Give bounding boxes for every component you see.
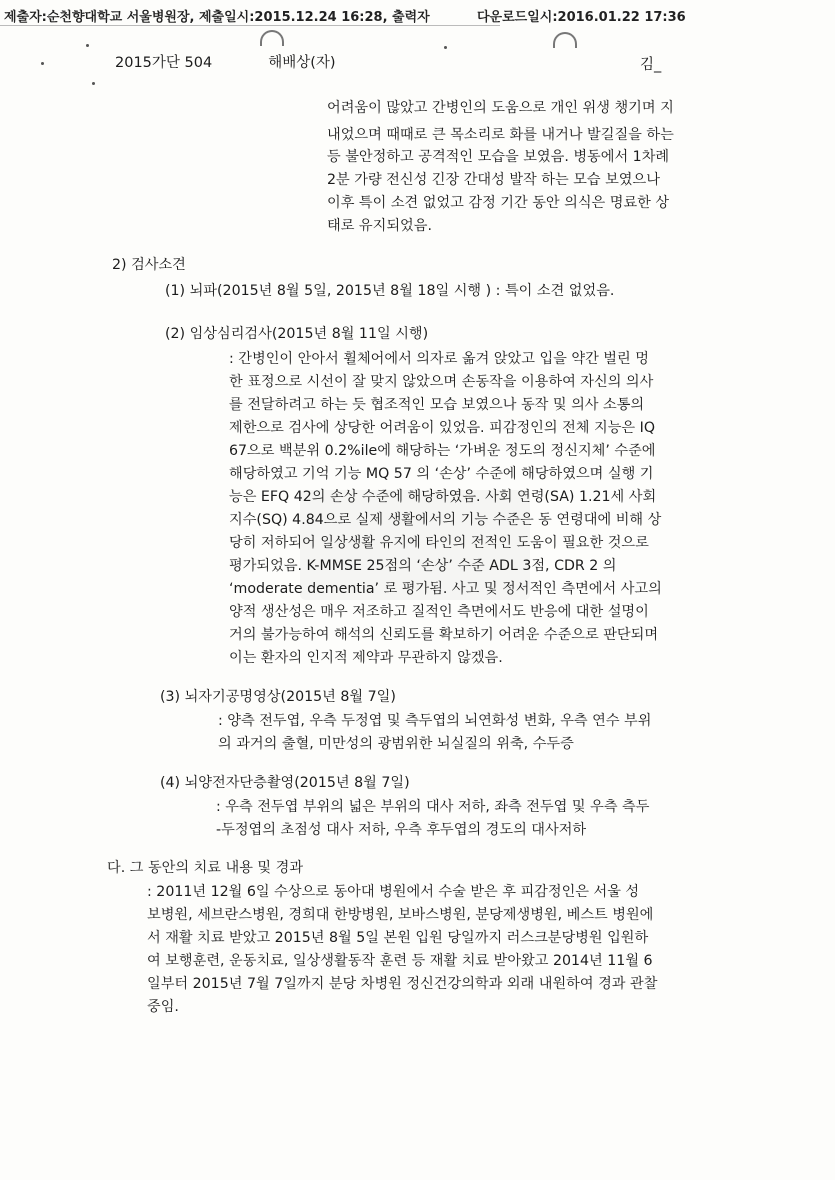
- text-line: 2분 가량 전신성 긴장 간대성 발작 하는 모습 보였으나: [327, 172, 660, 188]
- case-number: 2015가단 504: [115, 55, 213, 71]
- subsection-heading: (1) 뇌파(2015년 8월 5일, 2015년 8월 18일 시행 ) : 특이 소견 없었음.: [165, 283, 615, 299]
- case-title: [115, 51, 336, 72]
- text-line: 제한으로 검사에 상당한 어려움이 있었음. 피감정인의 전체 지능은 IQ: [229, 420, 655, 436]
- text-line: 내었으며 때때로 큰 목소리로 화를 내거나 발길질을 하는: [327, 127, 674, 143]
- text-line: 한 표정으로 시선이 잘 맞지 않았으며 손동작을 이용하여 자신의 의사: [229, 374, 654, 390]
- scan-dot: [86, 44, 89, 47]
- text-line: -두정엽의 초점성 대사 저하, 우측 후두엽의 경도의 대사저하: [216, 822, 587, 838]
- text-line: 이는 환자의 인지적 제약과 무관하지 않겠음.: [229, 650, 503, 666]
- text-line: 일부터 2015년 7월 7일까지 분당 차병원 정신건강의학과 외래 내원하여 경과 관찰: [147, 976, 658, 992]
- section-heading: 2) 검사소견: [112, 257, 186, 273]
- text-line: 여 보행훈련, 운동치료, 일상생활동작 훈련 등 재활 치료 받아왔고 2014년 11월 6: [147, 953, 653, 969]
- text-line: : 간병인이 안아서 휠체어에서 의자로 옮겨 앉았고 입을 약간 벌린 멍: [229, 351, 649, 367]
- scan-dot: [41, 62, 44, 65]
- header-rule: [0, 25, 500, 26]
- text-line: 양적 생산성은 매우 저조하고 질적인 측면에서도 반응에 대한 설명이: [229, 604, 649, 620]
- text-line: 어려움이 많았고 간병인의 도움으로 개인 위생 챙기며 지: [327, 100, 674, 116]
- text-line: 태로 유지되었음.: [327, 218, 432, 234]
- text-line: 능은 EFQ 42의 손상 수준에 해당하였음. 사회 연령(SA) 1.21세 사회: [229, 489, 657, 505]
- text-line: : 2011년 12월 6일 수상으로 동아대 병원에서 수술 받은 후 피감정인은 서울 성: [147, 884, 640, 900]
- text-line: 중임.: [147, 999, 179, 1015]
- text-line: 지수(SQ) 4.84으로 실제 생활에서의 기능 수준은 동 연령대에 비해 상: [229, 512, 662, 528]
- text-line: 보병원, 세브란스병원, 경희대 한방병원, 보바스병원, 분당제생병원, 베스트 병원에: [147, 907, 654, 923]
- case-type: 해배상(자): [268, 55, 336, 71]
- text-line: 를 전달하려고 하는 듯 협조적인 모습 보였으나 동작 및 의사 소통의: [229, 397, 645, 413]
- submission-info: 제출자:순천향대학교 서울병원장, 제출일시:2015.12.24 16:28, 출력자: [4, 10, 430, 25]
- scan-dot: [92, 82, 95, 85]
- subsection-heading: (4) 뇌양전자단층촬영(2015년 8월 7일): [160, 775, 410, 791]
- scan-dot: [444, 46, 447, 49]
- text-line: 의 과거의 출혈, 미만성의 광범위한 뇌실질의 위축, 수두증: [218, 736, 574, 752]
- text-line: 67으로 백분위 0.2%ile에 해당하는 ‘가벼운 정도의 정신지체’ 수준에: [229, 443, 656, 459]
- text-line: : 우측 전두엽 부위의 넓은 부위의 대사 저하, 좌측 전두엽 및 우측 측두: [216, 799, 650, 815]
- text-line: 등 불안정하고 공격적인 모습을 보였음. 병동에서 1차례: [327, 149, 670, 165]
- text-line: 평가되었음. K-MMSE 25점의 ‘손상’ 수준 ADL 3점, CDR 2 의: [229, 558, 617, 574]
- text-line: ‘moderate dementia’ 로 평가됨. 사고 및 정서적인 측면에서 사고의: [229, 581, 662, 597]
- text-line: 서 재활 치료 받았고 2015년 8월 5일 본원 입원 당일까지 러스크분당병원 입원하: [147, 930, 649, 946]
- section-heading: 다. 그 동안의 치료 내용 및 경과: [107, 860, 304, 876]
- subsection-heading: (2) 임상심리검사(2015년 8월 11일 시행): [165, 326, 429, 342]
- text-line: 해당하였고 기억 기능 MQ 57 의 ‘손상’ 수준에 해당하였으며 실행 기: [229, 466, 654, 482]
- punch-hole-mark-icon: [260, 30, 284, 46]
- text-line: 거의 불가능하여 해석의 신뢰도를 확보하기 어려운 수준으로 판단되며: [229, 627, 659, 643]
- subsection-heading: (3) 뇌자기공명영상(2015년 8월 7일): [160, 689, 396, 705]
- text-line: 이후 특이 소견 없었고 감정 기간 동안 의식은 명료한 상: [327, 195, 670, 211]
- punch-hole-mark-icon: [553, 32, 577, 48]
- party-name: 김_: [640, 57, 662, 73]
- download-timestamp: 다운로드일시:2016.01.22 17:36: [477, 10, 686, 25]
- text-line: : 양측 전두엽, 우측 두정엽 및 측두엽의 뇌연화성 변화, 우측 연수 부위: [218, 713, 652, 729]
- text-line: 당히 저하되어 일상생활 유지에 타인의 전적인 도움이 필요한 것으로: [229, 535, 649, 551]
